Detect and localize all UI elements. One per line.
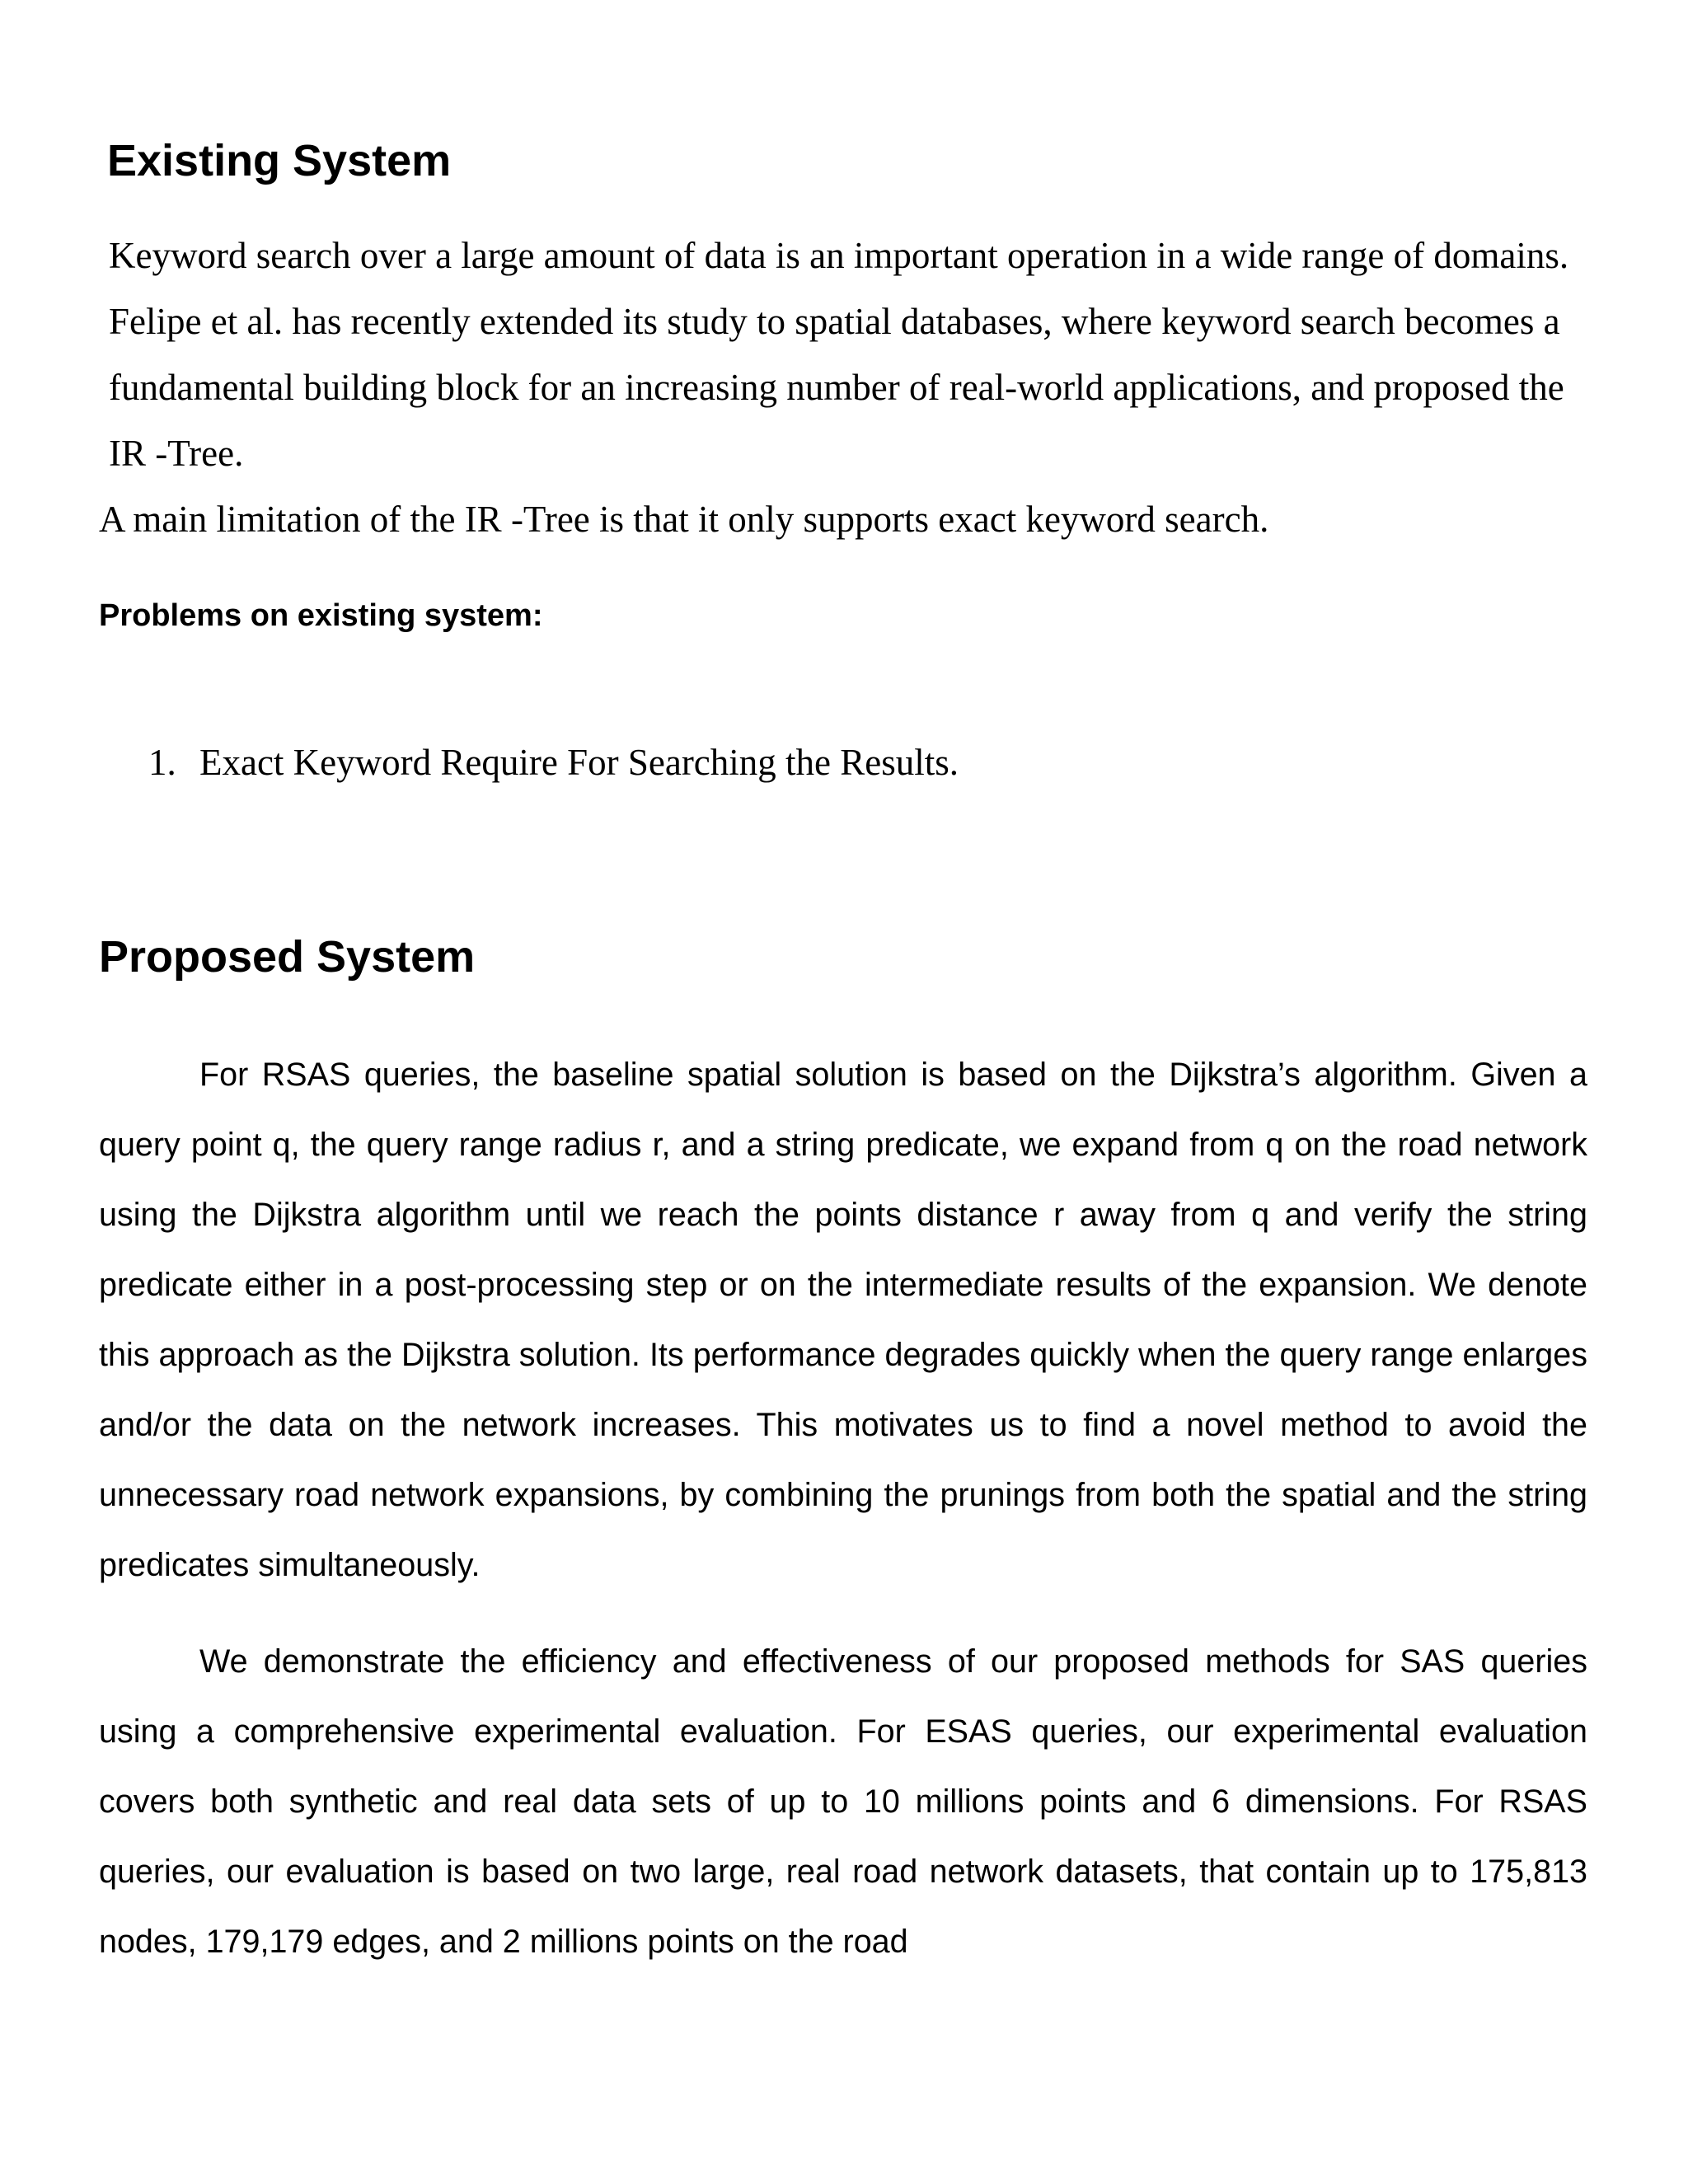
proposed-system-heading: Proposed System — [99, 932, 476, 982]
proposed-system-paragraph-2: We demonstrate the efficiency and effectiveness of our proposed methods for SAS queries using a comprehensive experimental evaluation. For ESAS queries, our experimental evaluation covers both synthetic and real data sets of up to 10 millions points and 6 dimensions. For RSAS queries, our evaluation is based on two large, real road network datasets, that contain up to 175,813 nodes, 179,179 edges, and 2 millions points on the road — [99, 1643, 1587, 1960]
existing-system-paragraph-2: A main limitation of the IR -Tree is that it only supports exact keyword search. — [99, 499, 1269, 540]
proposed-system-body — [99, 1040, 1587, 1977]
list-item-number: 1. — [148, 742, 176, 783]
problems-list — [148, 738, 959, 787]
existing-system-heading: Existing System — [107, 136, 452, 185]
problems-heading: Problems on existing system: — [99, 598, 543, 633]
existing-system-body — [99, 223, 1582, 552]
list-item — [148, 738, 959, 787]
list-item-text: Exact Keyword Require For Searching the Results. — [199, 742, 959, 783]
existing-system-paragraph-1: Keyword search over a large amount of data is an important operation in a wide range of domains. Felipe et al. has recently extended its study to spatial databases, where keyword search becomes a fundamental building block for an increasing number of real-world applications, and proposed the IR -Tree. — [109, 235, 1569, 474]
proposed-system-paragraph-1: For RSAS queries, the baseline spatial solution is based on the Dijkstra’s algorithm. Given a query point q, the query range radius r, and a string predicate, we expand from q on the road network using the Dijkstra algorithm until we reach the points distance r away from q and verify the string predicate either in a post-processing step or on the intermediate results of the expansion. We denote this approach as the Dijkstra solution. Its performance degrades quickly when the query range enlarges and/or the data on the network increases. This motivates us to find a novel method to avoid the unnecessary road network expansions, by combining the prunings from both the spatial and the string predicates simultaneously. — [99, 1057, 1587, 1583]
